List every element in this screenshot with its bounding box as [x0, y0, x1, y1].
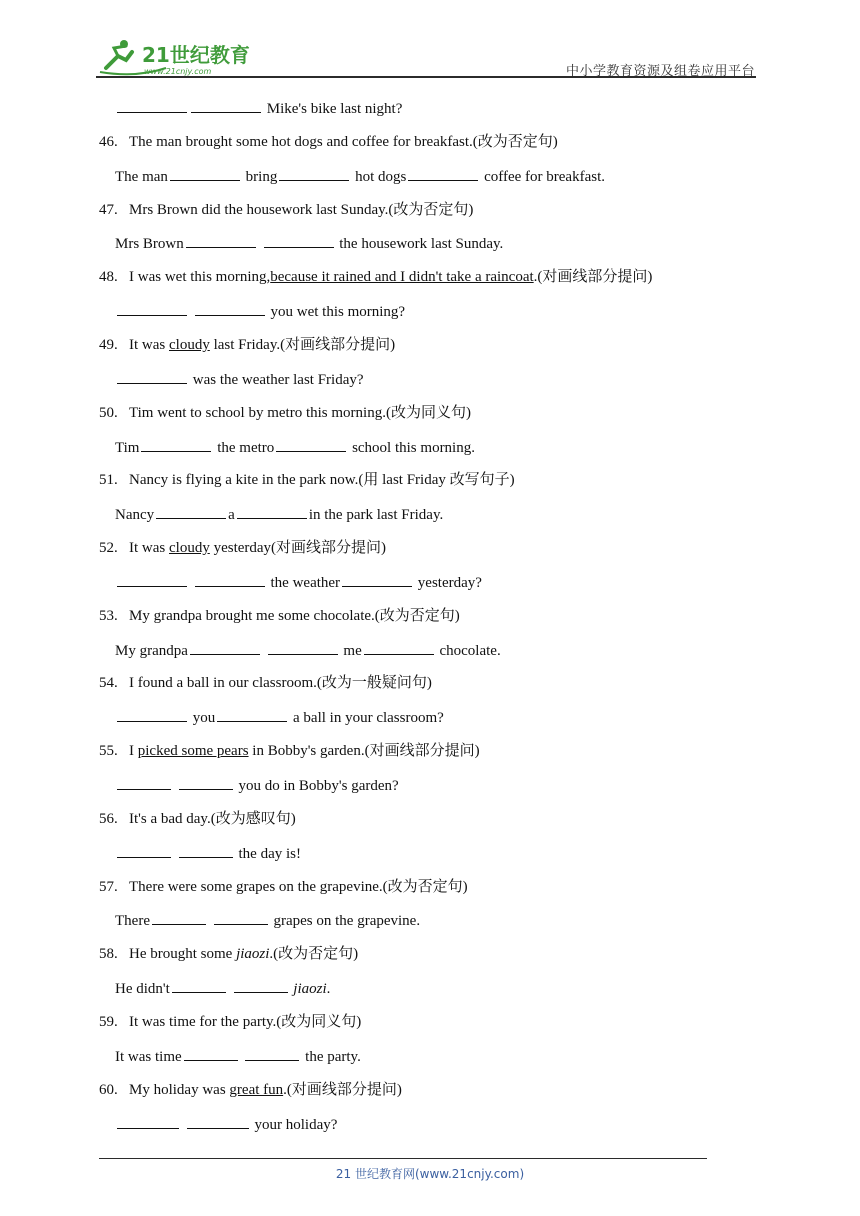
question-text: Tim went to school by metro this morning.(改为同义句) — [129, 404, 471, 421]
answer-text: in the park last Friday. — [308, 507, 444, 524]
site-logo — [96, 34, 266, 80]
question-text: There were some grapes on the grapevine.(改为否定句) — [129, 878, 468, 895]
underlined-phrase: great fun — [229, 1081, 284, 1098]
answer-line — [115, 1114, 337, 1135]
answer-blank[interactable] — [264, 233, 334, 248]
question-number: 46. — [99, 133, 118, 150]
question-line — [99, 335, 395, 355]
answer-text: a ball in your classroom? — [293, 710, 444, 727]
answer-blank[interactable] — [190, 640, 260, 655]
answer-blank[interactable] — [364, 640, 434, 655]
question-text: Mrs Brown did the housework last Sunday.(改为否定句) — [129, 201, 474, 218]
answer-line — [115, 978, 330, 999]
answer-text: the party. — [305, 1048, 361, 1065]
question-text: .(改为否定句) — [269, 946, 359, 963]
question-number: 54. — [99, 675, 118, 692]
footer-rule — [99, 1158, 707, 1159]
answer-blank[interactable] — [117, 1114, 179, 1129]
question-number: 59. — [99, 1013, 118, 1030]
header-rule — [96, 76, 756, 78]
answer-blank[interactable] — [170, 166, 240, 181]
answer-line — [115, 910, 420, 931]
answer-text: school this morning. — [352, 439, 475, 456]
answer-line — [115, 1046, 361, 1067]
answer-line — [115, 707, 444, 728]
answer-blank[interactable] — [268, 640, 338, 655]
answer-blank[interactable] — [237, 504, 307, 519]
question-number: 57. — [99, 878, 118, 895]
answer-blank[interactable] — [179, 843, 233, 858]
answer-blank[interactable] — [117, 775, 171, 790]
answer-text: jiaozi — [293, 981, 327, 998]
answer-blank[interactable] — [408, 166, 478, 181]
question-number: 53. — [99, 607, 118, 624]
answer-blank[interactable] — [195, 301, 265, 316]
answer-text: There — [115, 913, 150, 930]
answer-line — [115, 640, 501, 661]
question-number: 48. — [99, 269, 118, 286]
answer-blank[interactable] — [342, 572, 412, 587]
answer-text: was the weather last Friday? — [192, 371, 364, 388]
question-text: in Bobby's garden.(对画线部分提问) — [248, 743, 480, 760]
answer-blank[interactable] — [156, 504, 226, 519]
answer-blank[interactable] — [141, 437, 211, 452]
answer-line — [115, 166, 605, 187]
underlined-phrase: cloudy — [169, 540, 210, 557]
answer-blank[interactable] — [117, 98, 187, 113]
underlined-phrase: cloudy — [169, 336, 210, 353]
answer-text: the housework last Sunday. — [339, 236, 504, 253]
answer-line — [115, 504, 443, 525]
question-line — [99, 606, 460, 626]
answer-text: a — [228, 507, 235, 524]
answer-text: Mrs Brown — [115, 236, 184, 253]
answer-line — [115, 369, 364, 390]
answer-blank[interactable] — [179, 775, 233, 790]
question-text: I was wet this morning, — [129, 269, 271, 286]
answer-line — [115, 843, 301, 864]
answer-text: coffee for breakfast. — [484, 168, 605, 185]
question-text: It's a bad day.(改为感叹句) — [129, 810, 296, 827]
question-text: yesterday(对画线部分提问) — [209, 540, 387, 557]
question-line — [99, 200, 473, 220]
underlined-phrase: because it rained and I didn't take a raincoat — [270, 269, 534, 286]
answer-text: He didn't — [115, 981, 170, 998]
question-text: He brought some — [129, 946, 237, 963]
question-number: 58. — [99, 946, 118, 963]
answer-blank[interactable] — [279, 166, 349, 181]
answer-blank[interactable] — [186, 233, 256, 248]
answer-text: bring — [245, 168, 278, 185]
answer-blank[interactable] — [172, 978, 226, 993]
question-text: It was time for the party.(改为同义句) — [129, 1013, 362, 1030]
answer-text: grapes on the grapevine. — [273, 913, 421, 930]
answer-text: It was time — [115, 1048, 182, 1065]
question-line — [99, 673, 432, 693]
answer-line — [115, 572, 482, 593]
answer-line — [115, 301, 405, 322]
answer-blank[interactable] — [152, 910, 206, 925]
question-number: 55. — [99, 743, 118, 760]
italic-phrase: jiaozi — [236, 946, 270, 963]
question-number: 60. — [99, 1081, 118, 1098]
question-line — [99, 132, 558, 152]
question-text: .(对画线部分提问) — [283, 1081, 402, 1098]
answer-text: you do in Bobby's garden? — [238, 778, 399, 794]
underlined-phrase: picked some pears — [137, 743, 249, 760]
logo-text: 21世纪教育 — [142, 43, 250, 67]
answer-text: the day is! — [238, 845, 301, 862]
question-text: It was — [129, 336, 169, 353]
answer-blank[interactable] — [184, 1046, 238, 1061]
question-number: 47. — [99, 201, 118, 218]
answer-text: . — [326, 981, 331, 998]
question-text: My holiday was — [129, 1081, 230, 1098]
question-number: 49. — [99, 336, 118, 353]
footer-text: 21 世纪教育网(www.21cnjy.com) — [335, 1167, 525, 1181]
answer-blank[interactable] — [214, 910, 268, 925]
question-text: The man brought some hot dogs and coffee for breakfast.(改为否定句) — [129, 133, 558, 150]
question-line — [99, 877, 468, 897]
answer-blank[interactable] — [195, 572, 265, 587]
answer-blank[interactable] — [117, 301, 187, 316]
answer-blank[interactable] — [117, 572, 187, 587]
logo-url: www.21cnjy.com — [144, 67, 212, 76]
question-number: 52. — [99, 540, 118, 557]
question-text: last Friday.(对画线部分提问) — [209, 336, 396, 353]
question-line — [99, 267, 652, 287]
answer-line — [115, 98, 402, 119]
answer-blank[interactable] — [217, 707, 287, 722]
question-text: It was — [129, 540, 169, 557]
answer-text: you wet this morning? — [270, 304, 406, 321]
answer-blank[interactable] — [117, 843, 171, 858]
answer-blank[interactable] — [191, 98, 261, 113]
answer-blank[interactable] — [117, 707, 187, 722]
question-text: My grandpa brought me some chocolate.(改为否定句) — [129, 607, 460, 624]
answer-blank[interactable] — [234, 978, 288, 993]
answer-text: Tim — [115, 439, 140, 456]
question-line — [99, 538, 386, 558]
question-line — [99, 403, 471, 423]
question-line — [99, 1080, 402, 1100]
question-line — [99, 1012, 361, 1032]
question-line — [99, 741, 480, 761]
question-number: 51. — [99, 472, 118, 489]
question-text: Nancy is flying a kite in the park now.(用 last Friday 改写句子) — [129, 472, 515, 489]
question-text: I — [129, 743, 138, 760]
answer-line — [115, 775, 399, 796]
answer-blank[interactable] — [245, 1046, 299, 1061]
answer-text: me — [343, 642, 362, 659]
answer-text: My grandpa — [115, 642, 188, 659]
answer-line — [115, 233, 503, 254]
answer-blank[interactable] — [276, 437, 346, 452]
answer-text: your holiday? — [254, 1116, 338, 1133]
answer-line — [115, 437, 475, 458]
question-line — [99, 809, 296, 829]
answer-text: you — [192, 710, 216, 727]
question-text: I found a ball in our classroom.(改为一般疑问句) — [129, 675, 432, 692]
question-line — [99, 944, 358, 964]
answer-blank[interactable] — [187, 1114, 249, 1129]
answer-text: chocolate. — [439, 642, 501, 659]
answer-text: the metro — [217, 439, 275, 456]
answer-text: The man — [115, 168, 168, 185]
question-line — [99, 470, 515, 490]
answer-text: yesterday? — [417, 574, 482, 591]
answer-text: Mike's bike last night? — [266, 101, 403, 117]
answer-text: hot dogs — [355, 168, 407, 185]
header-platform-text: 中小学教育资源及组卷应用平台 — [565, 64, 755, 79]
answer-text: Nancy — [115, 507, 155, 524]
question-number: 56. — [99, 810, 118, 827]
answer-blank[interactable] — [117, 369, 187, 384]
answer-text: the weather — [270, 574, 341, 591]
question-number: 50. — [99, 404, 118, 421]
question-text: .(对画线部分提问) — [533, 269, 653, 286]
